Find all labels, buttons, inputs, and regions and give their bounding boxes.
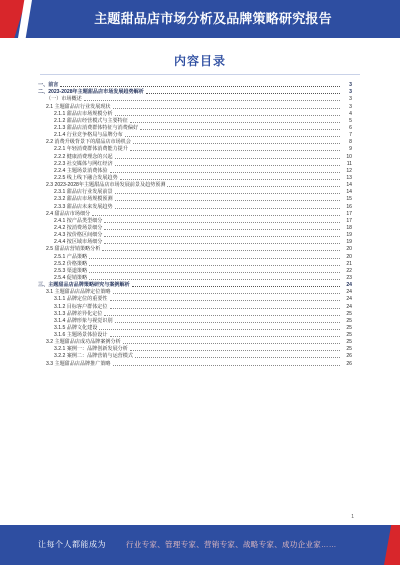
toc-entry-title: 3.3 主题甜品店品牌推广策略 [46,360,111,367]
toc-entry-page: 7 [349,132,352,139]
toc-entry-page: 14 [346,182,352,189]
toc-leader-dots [130,122,340,123]
toc-entry-page: 25 [346,346,352,353]
toc-entry[interactable] [38,224,352,231]
toc-leader-dots [120,179,340,180]
toc-leader-dots [104,243,340,244]
toc-entry-page: 25 [346,339,352,346]
toc-entry-title: 2.3 2023-2028年主题甜品店市场发展前景及趋势预测 [46,182,166,189]
toc-entry-page: 5 [349,117,352,124]
toc-entry-page: 25 [346,332,352,339]
toc-entry-page: 24 [346,303,352,310]
toc-entry-title: 二、2023-2028年主题甜品店市场发展趋势解析 [38,89,144,96]
toc-entry-page: 19 [346,232,352,239]
toc-entry[interactable] [38,195,352,202]
toc-entry[interactable] [38,231,352,238]
toc-entry-title: （一）市场概述 [46,96,82,103]
report-title: 主题甜品店市场分析及品牌策略研究报告 [94,11,332,26]
footer-slogan: 让每个人都能成为 [38,540,106,549]
toc-leader-dots [113,365,340,366]
toc-entry-title: 3.1 主题甜品店品牌定位策略 [46,289,111,296]
toc-entry[interactable] [38,138,352,145]
toc-entry-page: 3 [349,89,352,96]
toc-entry[interactable] [38,117,352,124]
toc-entry-title: 一、前言 [38,82,59,89]
toc-entry-title: 2.2 消费升级背景下的甜品店市场机会 [46,139,131,146]
toc-leader-dots [123,343,340,344]
toc-entry-page: 19 [346,239,352,246]
toc-entry[interactable] [38,317,352,324]
toc-entry-title: 2.1.4 行业竞争格局与品牌分布 [54,132,123,139]
toc-entry-page: 24 [346,289,352,296]
toc-entry-title: 3.1.5 品牌文化建设 [54,324,98,331]
page-header [0,0,400,38]
toc-leader-dots [115,208,340,209]
toc-entry-page: 17 [346,217,352,224]
toc-entry-page: 12 [346,167,352,174]
toc-leader-dots [167,186,340,187]
toc-leader-dots [110,336,341,337]
toc-entry-page: 3 [349,96,352,103]
toc-entry[interactable] [38,167,352,174]
footer-red-accent [384,525,400,565]
toc-entry-title: 2.4.1 按产品类型细分 [54,217,103,224]
toc-entry-title: 3.1.6 主题场景体验设计 [54,332,108,339]
toc-entry-page: 9 [349,146,352,153]
toc-leader-dots [115,193,340,194]
toc-entry[interactable] [38,352,352,359]
toc-entry-page: 14 [346,189,352,196]
toc-leader-dots [110,300,341,301]
toc-entry-page: 25 [346,310,352,317]
toc-entry[interactable] [38,281,352,288]
toc-entry-page: 16 [346,203,352,210]
toc-entry-title: 3.1.1 品牌定位的重要性 [54,296,108,303]
toc-entry-title: 2.4.2 按消费场景细分 [54,224,103,231]
toc-entry[interactable] [38,274,352,281]
toc-leader-dots [92,215,340,216]
toc-entry-page: 25 [346,324,352,331]
toc-entry[interactable] [38,152,352,159]
toc-leader-dots [113,293,340,294]
toc-entry-title: 2.3.2 甜品店市场规模预测 [54,196,113,203]
toc-entry[interactable] [38,338,352,345]
toc-entry-title: 2.2.3 社交媒体与网红经济 [54,160,113,167]
toc-heading-divider [40,74,360,75]
toc-entry-page: 11 [346,160,352,167]
toc-leader-dots [89,265,340,266]
toc-entry[interactable] [38,359,352,366]
toc-entry-title: 2.4.3 按价格区间细分 [54,232,103,239]
toc-entry[interactable] [38,267,352,274]
toc-entry[interactable] [38,81,352,88]
toc-leader-dots [89,272,340,273]
toc-entry[interactable] [38,95,352,102]
toc-entry-title: 2.4 甜品店市场细分 [46,210,91,217]
toc-entry-page: 10 [346,153,352,160]
toc-leader-dots [110,308,341,309]
toc-leader-dots [115,200,340,201]
toc-entry[interactable] [38,252,352,259]
toc-heading: 内容目录 [173,54,226,68]
toc-entry-title: 2.5.1 产品策略 [54,253,88,260]
toc-entry-page: 23 [346,274,352,281]
toc-entry-title: 2.5.2 价格策略 [54,260,88,267]
toc-entry[interactable] [38,288,352,295]
toc-leader-dots [115,165,340,166]
toc-entry-page: 24 [346,282,352,289]
page-footer [0,525,400,565]
toc-entry-page: 18 [346,224,352,231]
toc-entry[interactable] [38,145,352,152]
toc-entry[interactable] [38,181,352,188]
table-of-contents [38,81,352,367]
toc-leader-dots [89,258,340,259]
toc-entry-page: 6 [349,124,352,131]
toc-entry-title: 2.5 甜品店营销策略分析 [46,246,101,253]
toc-entry-title: 2.2.2 健康消费理念的兴起 [54,153,113,160]
toc-leader-dots [89,279,340,280]
toc-entry-title: 3.2 主题甜品店成功品牌案例分析 [46,339,121,346]
toc-leader-dots [102,250,340,251]
toc-leader-dots [115,115,340,116]
toc-entry-page: 15 [346,196,352,203]
toc-entry[interactable] [38,331,352,338]
toc-entry[interactable] [38,217,352,224]
toc-entry-title: 3.2.2 案例二：品牌营销与运营模式 [54,353,133,360]
toc-entry-title: 2.2.5 线上线下融合发展趋势 [54,174,118,181]
toc-leader-dots [104,315,340,316]
toc-leader-dots [125,136,340,137]
toc-entry[interactable] [38,310,352,317]
toc-entry[interactable] [38,210,352,217]
toc-leader-dots [130,150,340,151]
toc-entry-title: 2.3.3 甜品店未来发展趋势 [54,203,113,210]
toc-entry-title: 3.2.1 案例一：品牌创新发展分析 [54,346,128,353]
toc-entry-title: 2.5.4 促销策略 [54,274,88,281]
toc-entry-page: 17 [346,210,352,217]
toc-leader-dots [104,236,340,237]
toc-entry-page: 20 [346,246,352,253]
toc-entry[interactable] [38,324,352,331]
toc-entry-page: 26 [346,360,352,367]
toc-leader-dots [140,129,340,130]
toc-entry[interactable] [38,124,352,131]
toc-entry-title: 2.1.2 甜品店经营模式与主要特征 [54,117,128,124]
toc-entry[interactable] [38,188,352,195]
toc-entry-title: 3.1.3 品牌差异化定位 [54,310,103,317]
toc-leader-dots [133,143,340,144]
toc-entry-title: 2.1.3 甜品店消费群体特征与消费偏好 [54,124,139,131]
toc-entry[interactable] [38,160,352,167]
toc-entry-title: 三、主题甜品店品牌策略研究与案例解析 [38,282,130,289]
toc-entry[interactable] [38,131,352,138]
toc-entry[interactable] [38,110,352,117]
toc-entry-title: 2.4.4 按区域市场细分 [54,239,103,246]
toc-entry[interactable] [38,295,352,302]
toc-leader-dots [115,322,340,323]
toc-entry-title: 2.1 主题甜品店行业发展现状 [46,103,111,110]
toc-leader-dots [113,108,340,109]
toc-leader-dots [110,172,341,173]
toc-entry-title: 2.3.1 甜品店行业发展前景 [54,189,113,196]
toc-entry-page: 26 [346,353,352,360]
toc-entry[interactable] [38,238,352,245]
toc-entry-title: 2.2.4 主题场景消费体验 [54,167,108,174]
toc-leader-dots [115,158,340,159]
toc-leader-dots [84,100,340,101]
toc-entry-page: 24 [346,296,352,303]
toc-leader-dots [135,357,340,358]
toc-entry-page: 3 [349,103,352,110]
footer-tagline: 行业专家、管理专家、营销专家、战略专家、成功企业家…… [126,540,337,549]
toc-entry-title: 3.1.4 品牌形象与视觉识别 [54,317,113,324]
toc-entry-title: 2.2.1 年轻消费群体消费能力提升 [54,146,128,153]
toc-entry-page: 3 [349,82,352,89]
toc-leader-dots [99,329,340,330]
toc-entry[interactable] [38,102,352,109]
toc-entry-page: 20 [346,253,352,260]
toc-entry[interactable] [38,202,352,209]
toc-entry[interactable] [38,260,352,267]
toc-entry-page: 25 [346,317,352,324]
toc-entry-page: 4 [349,110,352,117]
toc-entry[interactable] [38,245,352,252]
toc-entry[interactable] [38,88,352,95]
toc-entry[interactable] [38,345,352,352]
toc-entry-page: 13 [346,174,352,181]
toc-entry-title: 3.1.2 目标客户群体定位 [54,303,108,310]
toc-entry-title: 2.5.3 渠道策略 [54,267,88,274]
toc-leader-dots [130,350,340,351]
toc-leader-dots [104,222,340,223]
toc-leader-dots [60,86,340,87]
toc-entry-page: 8 [349,139,352,146]
toc-entry-page: 21 [346,260,352,267]
toc-entry-page: 22 [346,267,352,274]
toc-leader-dots [146,93,340,94]
toc-leader-dots [104,229,340,230]
toc-entry[interactable] [38,302,352,309]
page-number: 1 [351,514,354,520]
toc-entry-title: 2.1.1 甜品店市场规模分析 [54,110,113,117]
toc-leader-dots [132,286,340,287]
toc-entry[interactable] [38,174,352,181]
